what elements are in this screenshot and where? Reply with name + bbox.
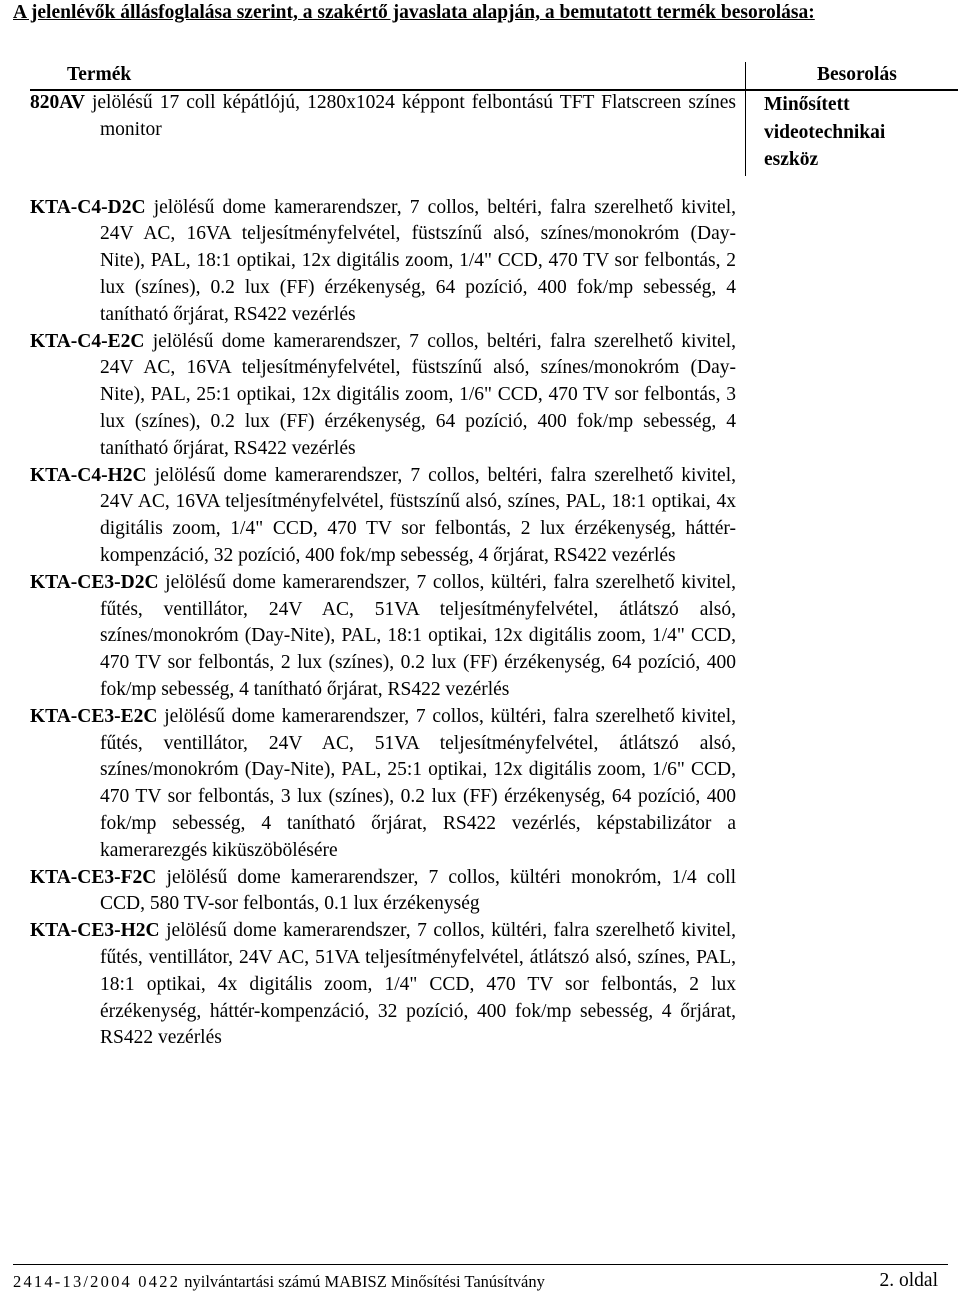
page-number: 2. oldal <box>879 1270 938 1291</box>
page-heading: A jelenlévők állásfoglalása szerint, a szakértő javaslata alapján, a bemutatott termék besorolása: <box>13 2 815 23</box>
product-item <box>30 865 736 919</box>
product-description: jelölésű dome kamerarendszer, 7 collos, kültéri, falra szerelhető kivitel, fűtés, ventillátor, 24V AC, 51VA teljesítményfelvétel, átlátszó alsó, színes/monokróm (Day-Nite), PAL, 25:1 optikai, 12x digitális zoom, 1/6" CCD, 470 TV sor felbontás, 3 lux (színes), 0.2 lux (FF) érzékenység, 64 pozíció, 400 fok/mp sebesség, 4 tanítható őrjárat, RS422 vezérlés, képstabilizátor a kamerarezgés kiküszöbölésére <box>100 705 736 861</box>
product-code: KTA-C4-H2C <box>30 464 147 486</box>
product-description: jelölésű dome kamerarendszer, 7 collos, kültéri, falra szerelhető kivitel, fűtés, ventillátor, 24V AC, 51VA teljesítményfelvétel, átlátszó alsó, színes, PAL, 18:1 optikai, 4x digitális zoom, 1/4" CCD, 470 TV sor felbontás, 2 lux érzékenység, háttér-kompenzáció, 32 pozíció, 400 fok/mp sebesség, 4 őrjárat, RS422 vezérlés <box>100 920 736 1049</box>
product-description: jelölésű dome kamerarendszer, 7 collos, beltéri, falra szerelhető kivitel, 24V AC, 16VA teljesítményfelvétel, füstszínű alsó, színes/monokróm (Day-Nite), PAL, 18:1 optikai, 12x digitális zoom, 1/4" CCD, 470 TV sor felbontás, 2 lux (színes), 0.2 lux (FF) érzékenység, 64 pozíció, 400 fok/mp sebesség, 4 tanítható őrjárat, RS422 vezérlés <box>100 196 736 325</box>
spacer <box>30 144 736 195</box>
footer-rule <box>13 1264 948 1265</box>
product-item <box>30 570 736 704</box>
product-code: KTA-C4-E2C <box>30 330 145 352</box>
certificate-text: nyilvántartási számú MABISZ Minősítési Tanúsítvány <box>180 1272 545 1291</box>
product-code: KTA-CE3-D2C <box>30 571 159 593</box>
product-item <box>30 704 736 865</box>
classification-value: Minősített videotechnikai eszköz <box>764 94 886 170</box>
product-code: 820AV <box>30 92 85 113</box>
footer-certificate <box>13 1271 545 1293</box>
product-item <box>30 195 736 329</box>
product-description: jelölésű dome kamerarendszer, 7 collos, kültéri monokróm, 1/4 coll CCD, 580 TV-sor felbontás, 0.1 lux érzékenység <box>100 866 736 915</box>
product-code: KTA-CE3-F2C <box>30 866 157 888</box>
product-description: jelölésű dome kamerarendszer, 7 collos, beltéri, falra szerelhető kivitel, 24V AC, 16VA teljesítményfelvétel, füstszínű alsó, színes/monokróm (Day-Nite), PAL, 25:1 optikai, 12x digitális zoom, 1/6" CCD, 470 TV sor felbontás, 3 lux (színes), 0.2 lux (FF) érzékenység, 64 pozíció, 400 fok/mp sebesség, 4 tanítható őrjárat, RS422 vezérlés <box>100 330 736 459</box>
product-description: jelölésű dome kamerarendszer, 7 collos, kültéri, falra szerelhető kivitel, fűtés, ventillátor, 24V AC, 51VA teljesítményfelvétel, átlátszó alsó, színes/monokróm (Day-Nite), PAL, 18:1 optikai, 12x digitális zoom, 1/4" CCD, 470 TV sor felbontás, 2 lux (színes), 0.2 lux (FF) érzékenység, 64 pozíció, 400 fok/mp sebesség, 4 tanítható őrjárat, RS422 vezérlés <box>100 571 736 700</box>
column-header-classification: Besorolás <box>817 64 897 85</box>
product-code: KTA-CE3-E2C <box>30 705 158 727</box>
product-code: KTA-CE3-H2C <box>30 920 160 942</box>
column-divider <box>745 62 746 176</box>
product-item <box>30 918 736 1052</box>
column-header-product: Termék <box>67 64 132 85</box>
product-code: KTA-C4-D2C <box>30 196 146 218</box>
table-header-rule <box>30 89 958 91</box>
product-item <box>30 90 736 144</box>
product-list <box>30 90 736 1052</box>
product-item <box>30 329 736 463</box>
product-description: jelölésű 17 coll képátlójú, 1280x1024 képpont felbontású TFT Flatscreen színes monitor <box>84 92 736 140</box>
certificate-number: 2414-13/2004 0422 <box>13 1272 181 1291</box>
product-description: jelölésű dome kamerarendszer, 7 collos, beltéri, falra szerelhető kivitel, 24V AC, 16VA teljesítményfelvétel, füstszínű alsó, színes, PAL, 18:1 optikai, 4x digitális zoom, 1/4" CCD, 470 TV sor felbontás, 2 lux érzékenység, háttér-kompenzáció, 32 pozíció, 400 fok/mp sebesség, 4 őrjárat, RS422 vezérlés <box>100 464 736 566</box>
product-item <box>30 463 736 570</box>
